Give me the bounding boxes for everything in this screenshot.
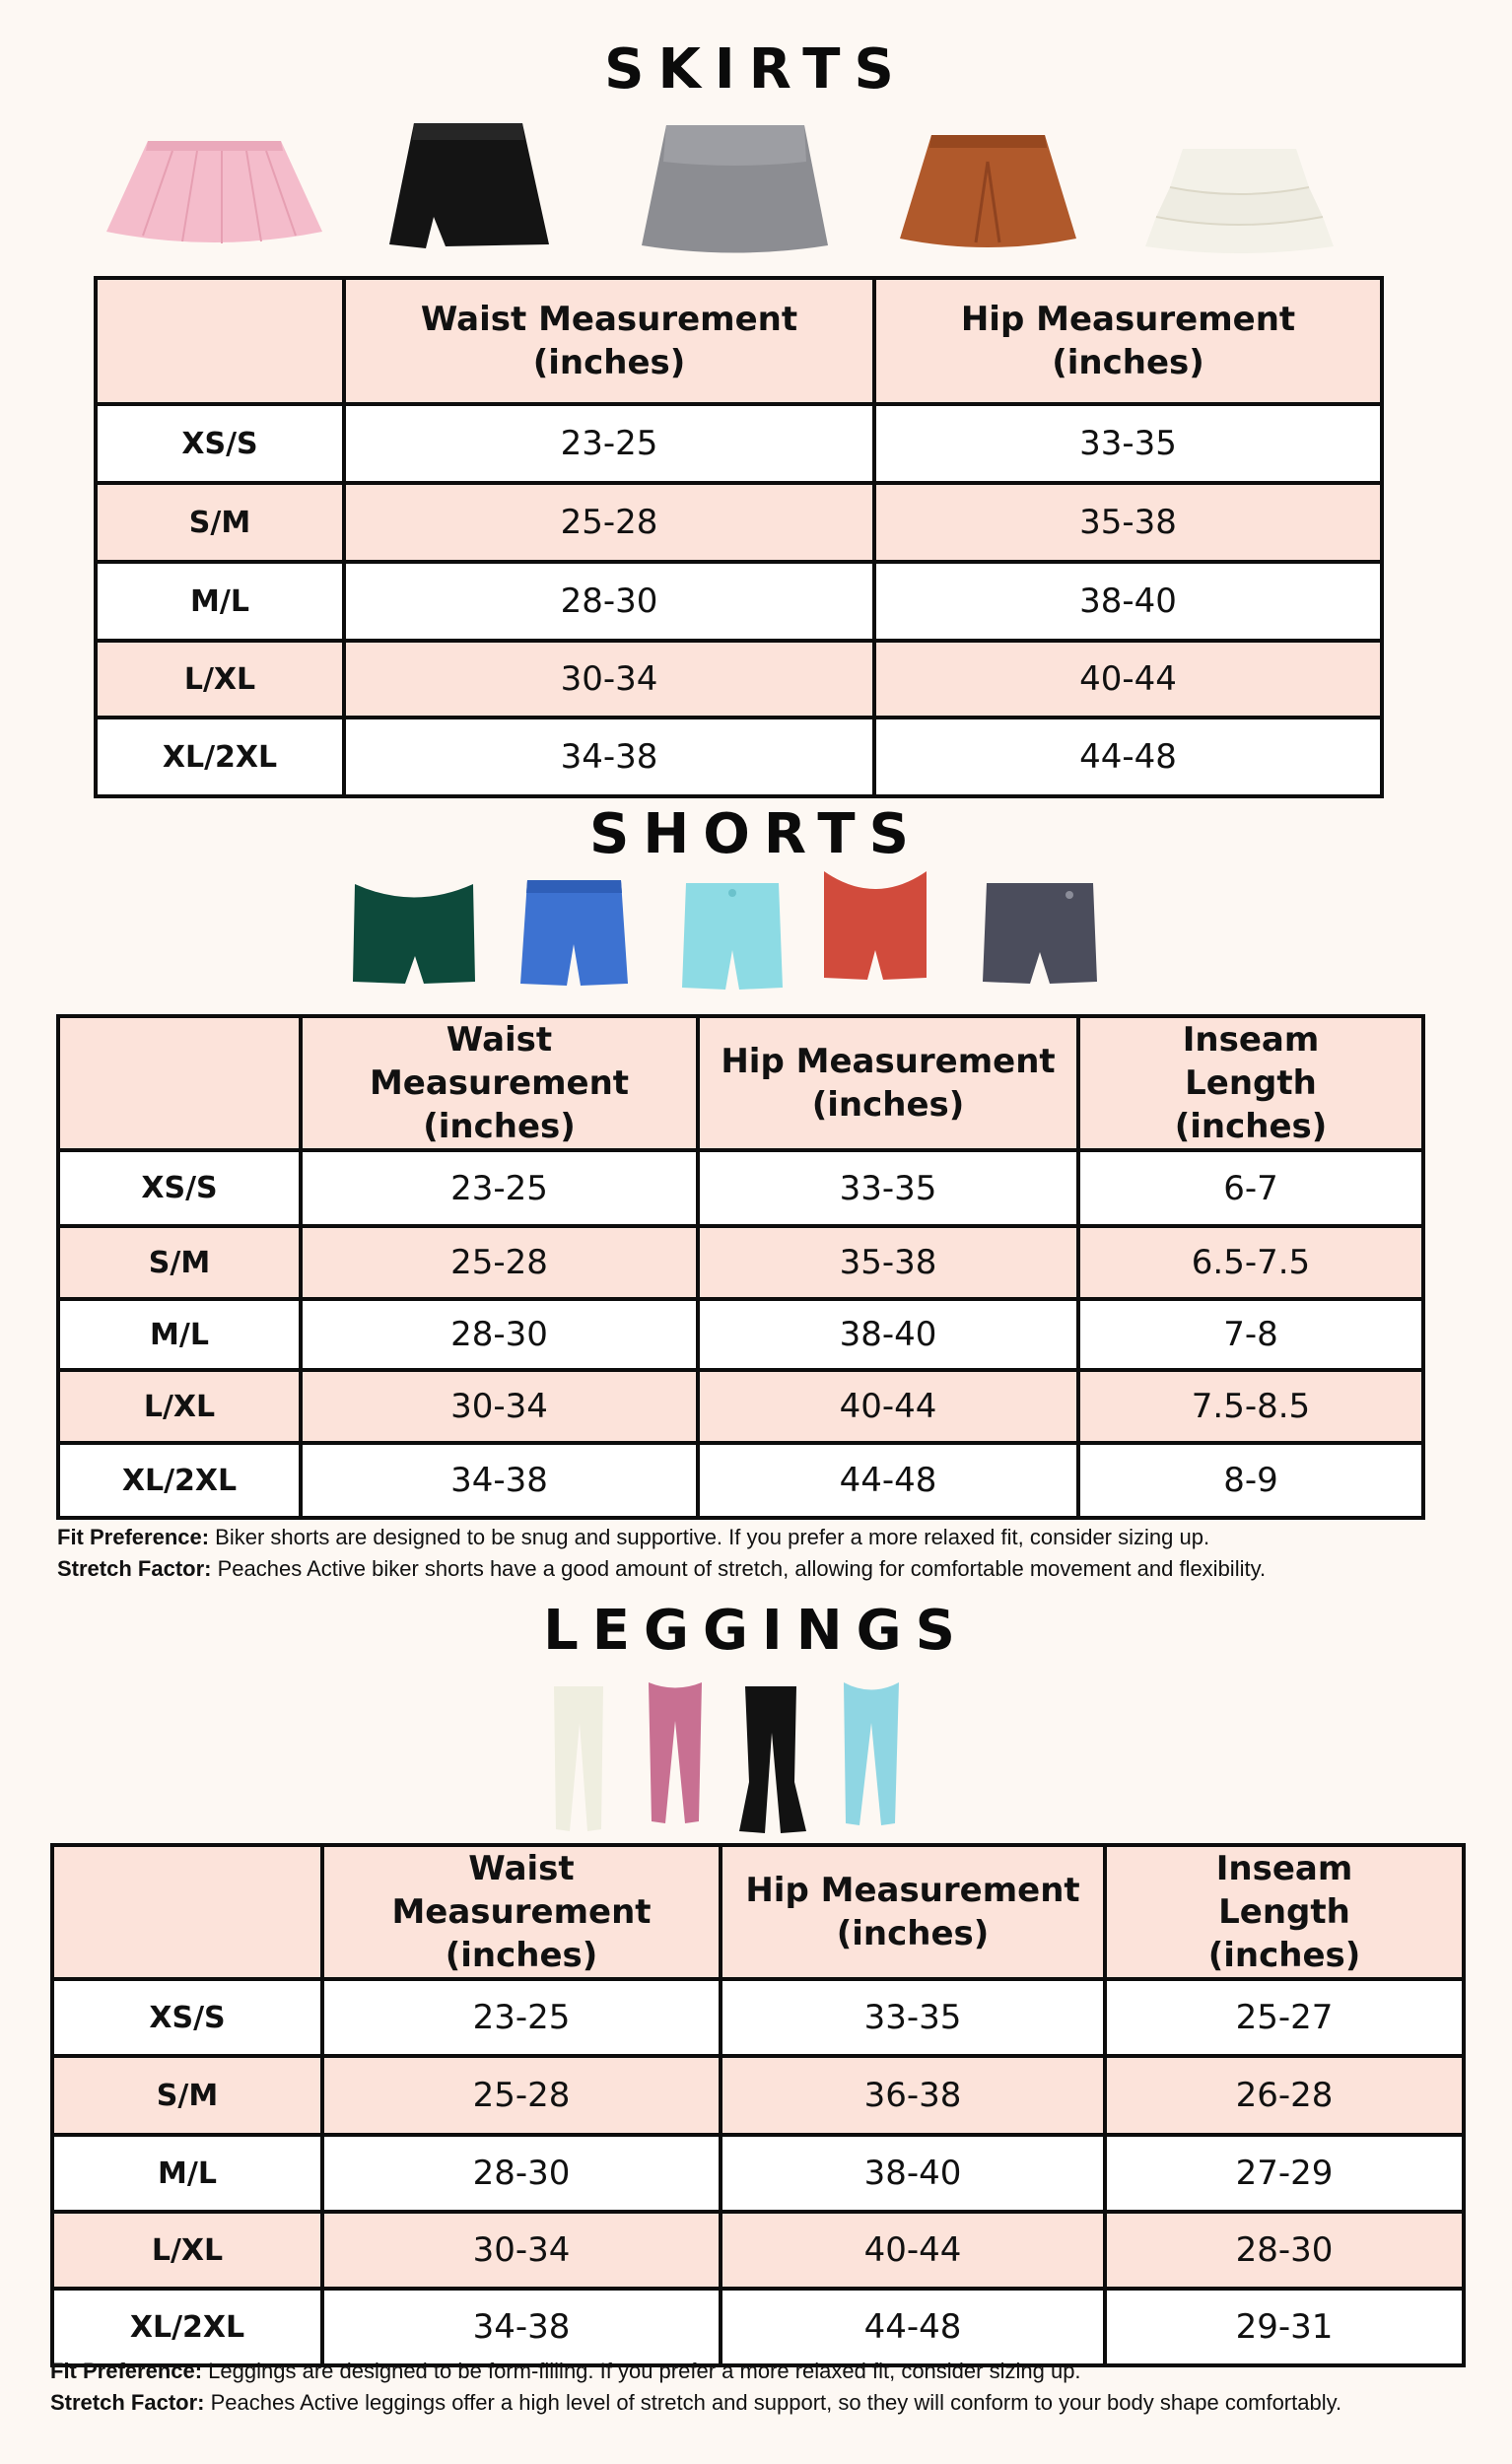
header-inseam: Inseam Length (inches) — [1078, 1016, 1423, 1150]
inseam-value: 27-29 — [1105, 2135, 1464, 2212]
table-row — [52, 1979, 1464, 2056]
shorts-stretch-note — [57, 1553, 1266, 1585]
waist-value: 23-25 — [322, 1979, 721, 2056]
header-inseam: Inseam Length (inches) — [1105, 1845, 1464, 1979]
size-label: L/XL — [96, 641, 344, 718]
table-row — [58, 1299, 1423, 1370]
blue-shorts-image — [517, 875, 631, 989]
header-waist: Waist Measurement (inches) — [322, 1845, 721, 1979]
inseam-value: 7.5-8.5 — [1078, 1370, 1423, 1443]
table-header-row — [96, 278, 1382, 404]
header-size-corner — [96, 278, 344, 404]
waist-value: 34-38 — [344, 718, 874, 796]
size-label: M/L — [52, 2135, 322, 2212]
table-header-row — [52, 1845, 1464, 1979]
hip-value: 33-35 — [874, 404, 1382, 483]
size-label: S/M — [52, 2056, 322, 2135]
grey-skirt-image — [639, 122, 831, 260]
size-label: M/L — [58, 1299, 301, 1370]
inseam-value: 8-9 — [1078, 1443, 1423, 1518]
hip-value: 36-38 — [721, 2056, 1105, 2135]
hip-value: 33-35 — [721, 1979, 1105, 2056]
shorts-size-table — [56, 1014, 1425, 1520]
header-waist: Waist Measurement (inches) — [344, 278, 874, 404]
hip-value: 35-38 — [698, 1226, 1078, 1299]
size-label: XL/2XL — [96, 718, 344, 796]
inseam-value: 28-30 — [1105, 2212, 1464, 2289]
waist-value: 25-28 — [322, 2056, 721, 2135]
waist-value: 23-25 — [344, 404, 874, 483]
shorts-fit-note — [57, 1522, 1266, 1553]
table-row — [58, 1150, 1423, 1226]
hip-value: 40-44 — [721, 2212, 1105, 2289]
stretch-label: Stretch Factor: — [57, 1556, 212, 1581]
size-label: XS/S — [52, 1979, 322, 2056]
pink-pleated-skirt-image — [103, 133, 325, 251]
hip-value: 40-44 — [874, 641, 1382, 718]
waist-value: 25-28 — [301, 1226, 698, 1299]
waist-value: 25-28 — [344, 483, 874, 562]
waist-value: 28-30 — [344, 562, 874, 641]
inseam-value: 25-27 — [1105, 1979, 1464, 2056]
hip-value: 44-48 — [721, 2289, 1105, 2365]
waist-value: 28-30 — [301, 1299, 698, 1370]
inseam-value: 29-31 — [1105, 2289, 1464, 2365]
leggings-size-table — [50, 1843, 1466, 2367]
table-row — [96, 562, 1382, 641]
fit-text: Biker shorts are designed to be snug and supportive. If you prefer a more relaxed fit, consider sizing up. — [209, 1525, 1210, 1549]
table-row — [58, 1443, 1423, 1518]
size-label: XS/S — [96, 404, 344, 483]
table-header-row — [58, 1016, 1423, 1150]
header-waist: Waist Measurement (inches) — [301, 1016, 698, 1150]
size-label: XL/2XL — [58, 1443, 301, 1518]
size-label: S/M — [58, 1226, 301, 1299]
mauve-leggings-image — [645, 1679, 706, 1825]
table-row — [52, 2135, 1464, 2212]
red-shorts-image — [820, 867, 930, 984]
table-row — [96, 483, 1382, 562]
shorts-title: SHORTS — [589, 802, 923, 866]
aqua-leggings-image — [838, 1679, 905, 1827]
skirts-size-table — [94, 276, 1384, 798]
waist-value: 34-38 — [301, 1443, 698, 1518]
table-row — [52, 2212, 1464, 2289]
inseam-value: 6-7 — [1078, 1150, 1423, 1226]
fit-text: Leggings are designed to be form-filling. If you prefer a more relaxed fit, consider sizing up. — [202, 2359, 1081, 2383]
hip-value: 33-35 — [698, 1150, 1078, 1226]
size-label: L/XL — [52, 2212, 322, 2289]
size-label: M/L — [96, 562, 344, 641]
header-hip: Hip Measurement (inches) — [721, 1845, 1105, 1979]
hip-value: 38-40 — [874, 562, 1382, 641]
fit-label: Fit Preference: — [57, 1525, 210, 1549]
skirts-product-row — [0, 118, 1512, 256]
size-label: L/XL — [58, 1370, 301, 1443]
fit-label: Fit Preference: — [50, 2359, 203, 2383]
leggings-fit-note — [50, 2356, 1341, 2387]
table-row — [58, 1226, 1423, 1299]
waist-value: 23-25 — [301, 1150, 698, 1226]
header-size-corner — [52, 1845, 322, 1979]
cream-leggings-image — [548, 1683, 609, 1833]
charcoal-shorts-image — [981, 879, 1099, 986]
waist-value: 28-30 — [322, 2135, 721, 2212]
leggings-product-row — [0, 1676, 1512, 1833]
leggings-notes — [50, 2356, 1341, 2419]
leggings-stretch-note — [50, 2387, 1341, 2419]
table-row — [52, 2289, 1464, 2365]
table-row — [96, 404, 1382, 483]
hip-value: 35-38 — [874, 483, 1382, 562]
shorts-notes — [57, 1522, 1266, 1585]
stretch-text: Peaches Active biker shorts have a good amount of stretch, allowing for comfortable movement and flexibility. — [211, 1556, 1267, 1581]
hip-value: 44-48 — [874, 718, 1382, 796]
inseam-value: 6.5-7.5 — [1078, 1226, 1423, 1299]
green-shorts-image — [350, 879, 478, 986]
white-ruffle-skirt-image — [1143, 146, 1336, 254]
hip-value: 40-44 — [698, 1370, 1078, 1443]
black-slit-skirt-image — [386, 118, 554, 256]
waist-value: 34-38 — [322, 2289, 721, 2365]
size-label: S/M — [96, 483, 344, 562]
hip-value: 38-40 — [698, 1299, 1078, 1370]
shorts-product-row — [0, 867, 1512, 991]
table-row — [96, 641, 1382, 718]
header-hip: Hip Measurement (inches) — [874, 278, 1382, 404]
table-row — [96, 718, 1382, 796]
black-flare-leggings-image — [737, 1683, 808, 1835]
waist-value: 30-34 — [301, 1370, 698, 1443]
aqua-shorts-image — [678, 879, 787, 992]
header-size-corner — [58, 1016, 301, 1150]
table-row — [58, 1370, 1423, 1443]
skirts-title: SKIRTS — [604, 37, 908, 102]
inseam-value: 7-8 — [1078, 1299, 1423, 1370]
waist-value: 30-34 — [322, 2212, 721, 2289]
brown-skirt-image — [897, 132, 1079, 255]
waist-value: 30-34 — [344, 641, 874, 718]
header-hip: Hip Measurement (inches) — [698, 1016, 1078, 1150]
stretch-label: Stretch Factor: — [50, 2390, 205, 2415]
hip-value: 38-40 — [721, 2135, 1105, 2212]
inseam-value: 26-28 — [1105, 2056, 1464, 2135]
table-row — [52, 2056, 1464, 2135]
leggings-title: LEGGINGS — [543, 1599, 969, 1663]
size-label: XL/2XL — [52, 2289, 322, 2365]
hip-value: 44-48 — [698, 1443, 1078, 1518]
stretch-text: Peaches Active leggings offer a high level of stretch and support, so they will conform to your body shape comfortably. — [204, 2390, 1342, 2415]
size-label: XS/S — [58, 1150, 301, 1226]
